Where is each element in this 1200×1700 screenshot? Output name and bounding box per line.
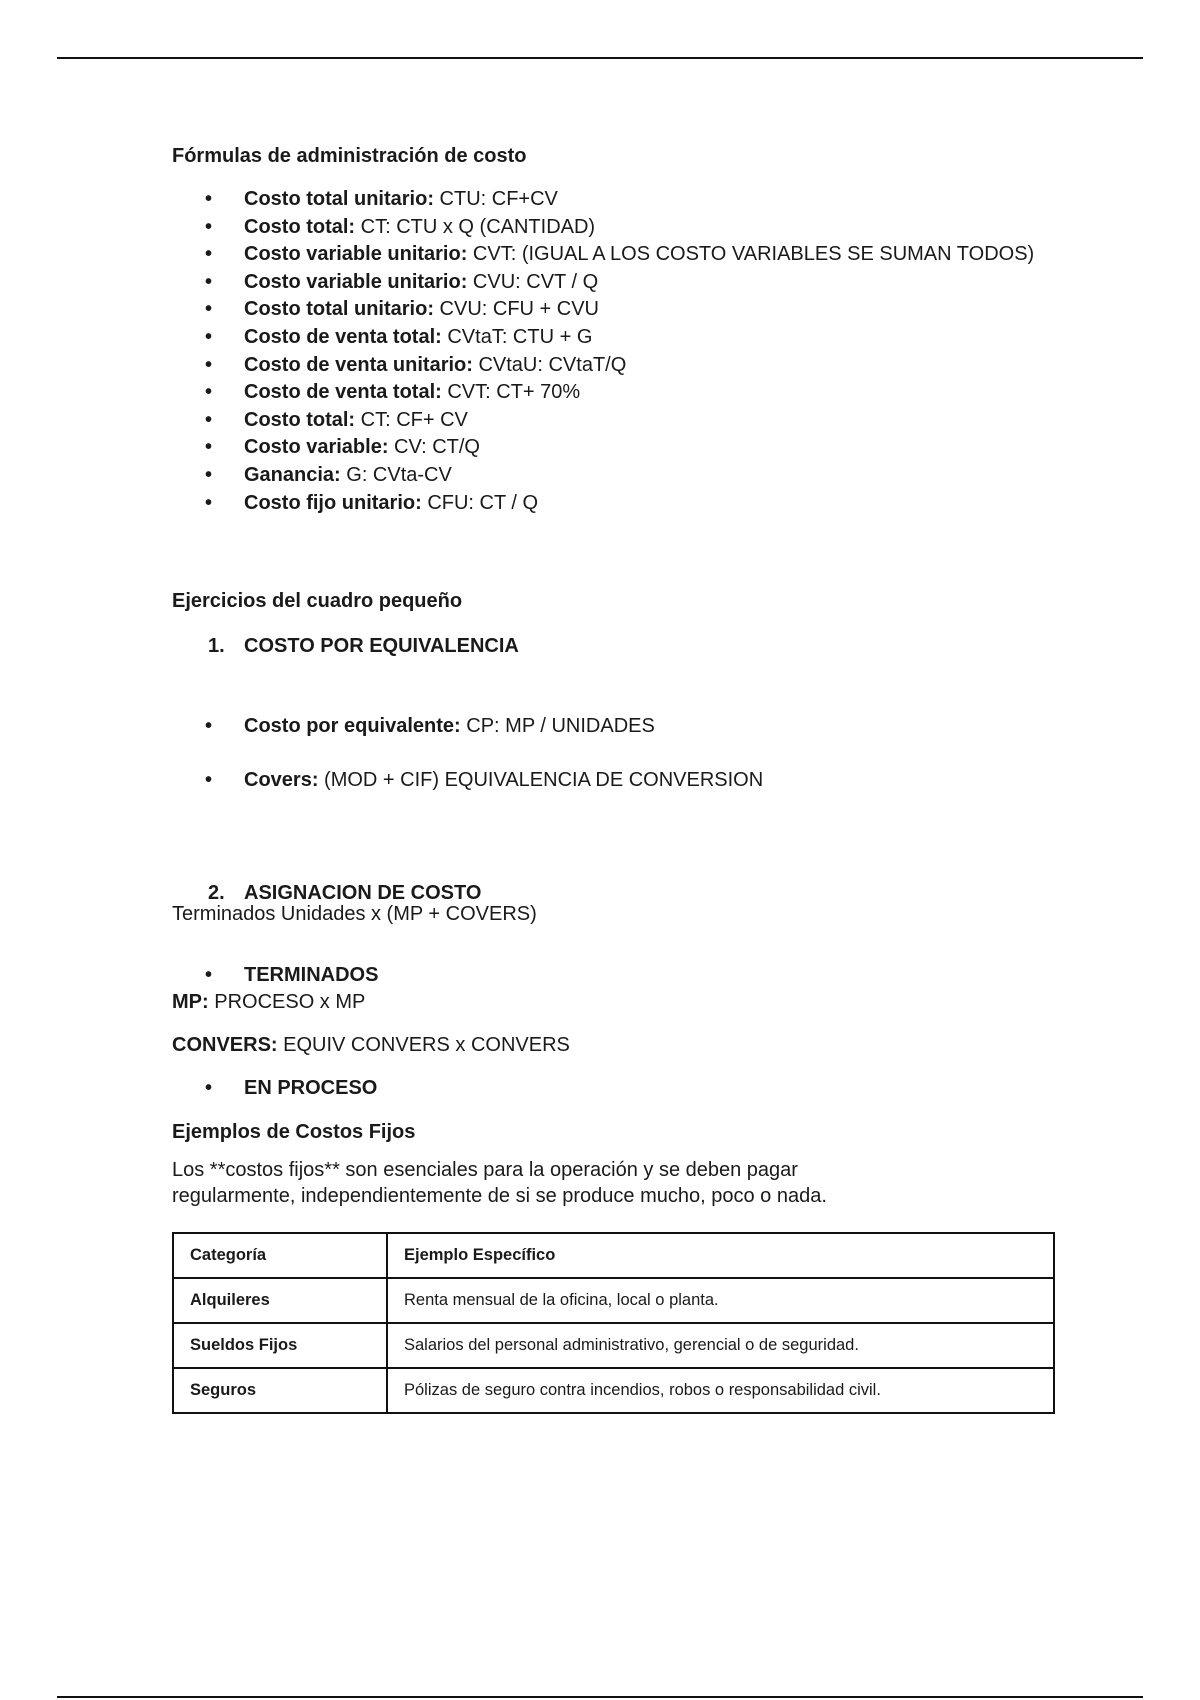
convers-line [172,1032,1072,1058]
formula-value: CVU: CFU + CVU [433,298,600,321]
item-title: ASIGNACION DE COSTO [244,882,482,904]
list-item [172,379,1072,405]
formula-value: CVtaT: CTU + G [441,325,593,348]
item-number: 2. [208,882,225,904]
mp-value: PROCESO x MP [208,991,366,1013]
list-item [172,462,1072,488]
list-item [172,186,1072,212]
table-cell-example: Pólizas de seguro contra incendios, robos o responsabilidad civil. [387,1368,1054,1413]
convers-value: EQUIV CONVERS x CONVERS [277,1034,570,1056]
table-row [173,1278,1054,1323]
fixed-costs-table [172,1232,1055,1414]
table-cell-category: Alquileres [173,1278,387,1323]
formula-label: Costo de venta total: [244,325,442,348]
formula-label: Costo variable unitario: [244,270,468,293]
column-header-category: Categoría [173,1233,387,1278]
terminados-text: Terminados Unidades x (MP + COVERS) [172,903,537,925]
formula-label: Costo por equivalente: [244,715,461,737]
list-item [172,296,1072,322]
list-item [172,434,1072,460]
section-exercises-title: Ejercicios del cuadro pequeño [172,590,463,612]
table-header-row [173,1233,1054,1278]
table-row [173,1323,1054,1368]
formula-value: G: CVta-CV [340,463,452,486]
list-item [172,352,1072,378]
column-header-example: Ejemplo Específico [387,1233,1054,1278]
formula-value: CT: CF+ CV [355,408,468,431]
section-formulas-title: Fórmulas de administración de costo [172,145,527,167]
list-item [172,490,1072,516]
list-item [172,214,1072,240]
formula-value: CVU: CVT / Q [467,270,599,293]
mp-line [172,989,1072,1015]
list-item [172,767,1144,793]
list-item [172,324,1072,350]
formula-label: Costo fijo unitario: [244,491,422,514]
mp-label: MP: [172,991,209,1013]
item-title: COSTO POR EQUIVALENCIA [244,635,519,657]
formula-value: CVT: (IGUAL A LOS COSTO VARIABLES SE SUMAN TODOS) [467,243,1035,266]
formula-label: Costo total: [244,215,356,238]
table-cell-example: Renta mensual de la oficina, local o planta. [387,1278,1054,1323]
formula-value: CP: MP / UNIDADES [460,715,655,737]
formula-label: Costo de venta unitario: [244,353,473,376]
formula-label: Costo variable: [244,436,389,459]
table-cell-category: Seguros [173,1368,387,1413]
formula-value: CT: CTU x Q (CANTIDAD) [355,215,596,238]
item-number: 1. [208,635,225,657]
document-body [172,0,1072,1399]
formula-label: Costo variable unitario: [244,243,468,266]
formula-value: CVtaU: CVtaT/Q [472,353,627,376]
table-cell-example: Salarios del personal administrativo, gerencial o de seguridad. [387,1323,1054,1368]
list-item [172,407,1072,433]
table-cell-category: Sueldos Fijos [173,1323,387,1368]
list-item-en-proceso: • EN PROCESO [172,1075,1144,1101]
page-bottom-rule [57,1696,1143,1698]
list-item [172,713,1144,739]
formula-value: CVT: CT+ 70% [441,381,581,404]
table-row [173,1368,1054,1413]
formula-value: (MOD + CIF) EQUIVALENCIA DE CONVERSION [318,769,764,791]
list-item-terminados: • TERMINADOS [172,962,1144,988]
convers-label: CONVERS: [172,1034,278,1056]
formula-value: CV: CT/Q [388,436,480,459]
fixed-costs-intro: Los **costos fijos** son esenciales para la operación y se deben pagar regularmente, independientemente de si se produce mucho, poco o nada. [172,1159,827,1207]
formula-value: CTU: CF+CV [433,188,558,210]
formula-label: Ganancia: [244,463,341,486]
formulas-list [172,186,1072,516]
formula-label: Costo total: [244,408,356,431]
formula-label: Costo de venta total: [244,381,442,404]
formula-label: Costo total unitario: [244,188,434,210]
numbered-item-equivalencia [172,633,1144,659]
list-item [172,241,1072,267]
section-fixed-costs-title: Ejemplos de Costos Fijos [172,1121,416,1143]
formula-label: Covers: [244,769,319,791]
formula-label: Costo total unitario: [244,298,434,321]
list-item [172,269,1072,295]
formula-value: CFU: CT / Q [421,491,539,514]
